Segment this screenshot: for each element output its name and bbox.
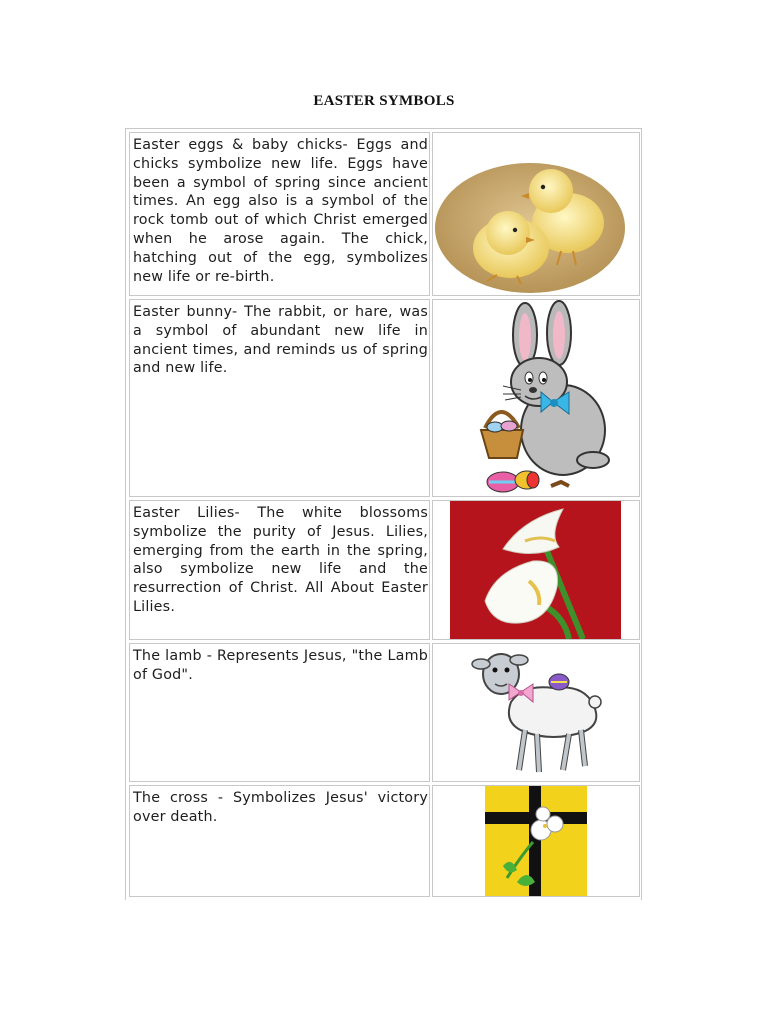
table-row (129, 500, 430, 640)
row-description: Easter eggs & baby chicks- Eggs and chicks symbolize new life. Eggs have been a symbol of spring since ancient times. An egg also is a symbol of the rock tomb out of which Christ emerged when he arose again. The chick, hatching out of the egg, symbolizes new life or re-birth. (133, 137, 428, 285)
symbols-table (125, 128, 642, 900)
row-description: The cross - Symbolizes Jesus' victory over death. (133, 790, 428, 825)
cross-image (433, 786, 639, 896)
table-row-image (432, 132, 640, 296)
row-description: Easter bunny- The rabbit, or hare, was a symbol of abundant new life in ancient times, and reminds us of spring and new life. (133, 304, 428, 377)
row-description: The lamb - Represents Jesus, "the Lamb of God". (133, 648, 428, 683)
table-row-image (432, 299, 640, 497)
table-row (129, 132, 430, 296)
row-description: Easter Lilies- The white blossoms symbolize the purity of Jesus. Lilies, emerging from the earth in the spring, also symbolize new life and the resurrection of Christ. All About Easter Lilies. (133, 505, 428, 615)
table-row-image (432, 785, 640, 897)
lamb-image (433, 644, 639, 781)
easter-lilies-image (433, 501, 639, 639)
table-row (129, 299, 430, 497)
page-title: EASTER SYMBOLS (313, 93, 455, 109)
easter-bunny-image (433, 300, 639, 496)
table-row-image (432, 500, 640, 640)
table-row (129, 785, 430, 897)
table-row-image (432, 643, 640, 782)
table-row (129, 643, 430, 782)
baby-chicks-image (433, 133, 639, 295)
